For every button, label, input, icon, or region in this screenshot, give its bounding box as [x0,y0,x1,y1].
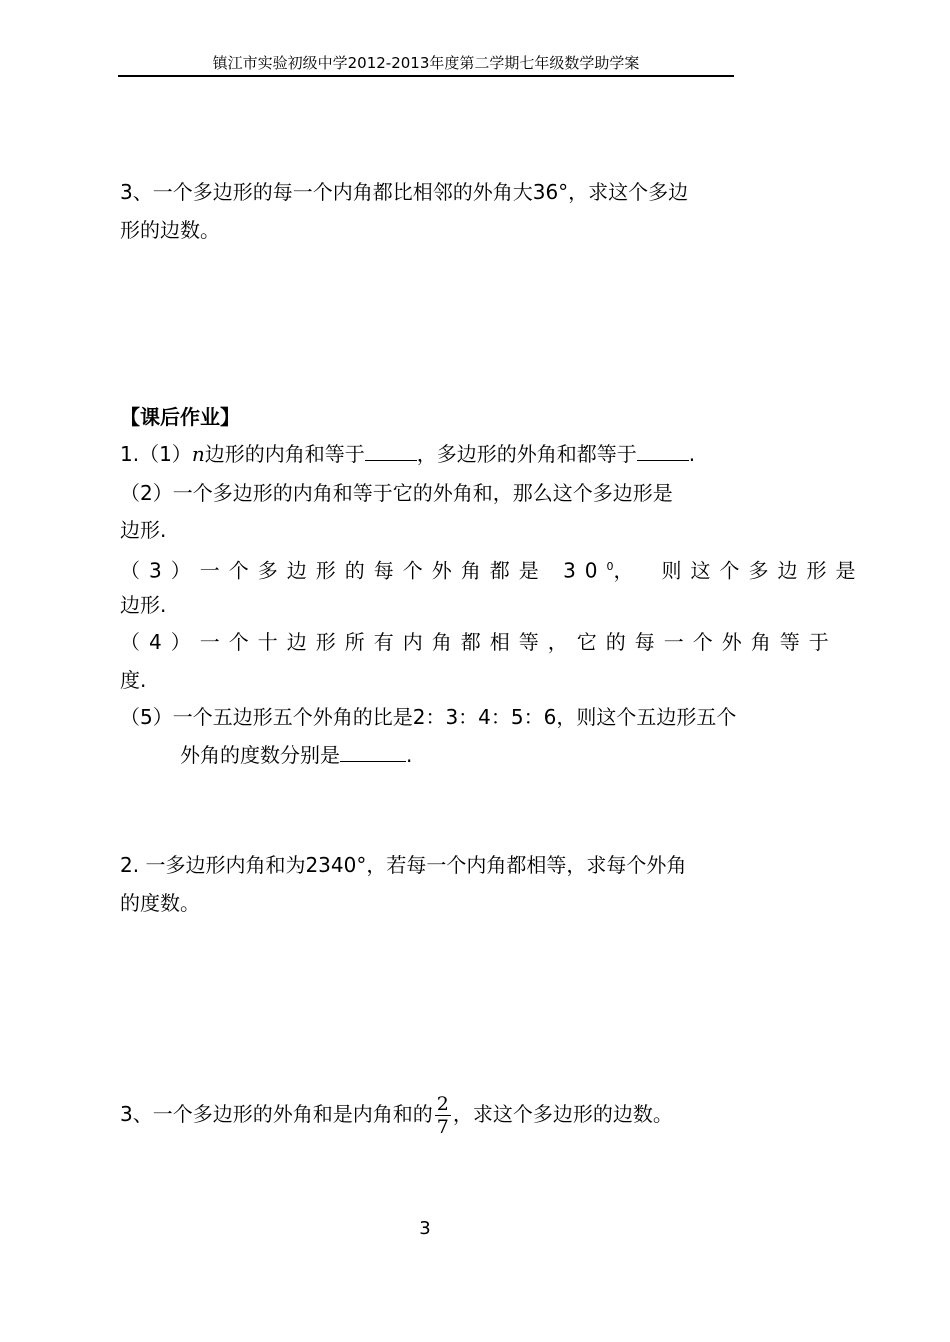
q1-3-degree-sup: 0 [606,560,614,573]
fraction-denominator: 7 [436,1116,449,1138]
homework-q1-2-line2: 边形. [120,518,167,542]
homework-q1-4-line1: （4）一个十边形所有内角都相等，它的每一个外角等于 [120,630,838,654]
q1-5-line2-text: 外角的度数分别是 [180,743,340,767]
q1-prefix: 1.（1） [120,442,192,466]
q1-3-part-b: ， 则这个多边形是 [613,558,865,583]
q3-part-a: 3、一个多边形的外角和是内角和的 [120,1102,433,1126]
homework-section-title: 【课后作业】 [120,405,240,429]
q1-variable-n: n [191,442,205,466]
answer-blank[interactable] [637,442,689,461]
homework-q1-4-line2: 度. [120,668,147,692]
fraction-two-sevenths [435,1093,451,1138]
q1-part-a: 边形的内角和等于 [204,442,365,466]
fraction-numerator: 2 [436,1093,449,1115]
homework-q1-3-line1 [120,553,865,585]
problem-3-top-line1: 3、一个多边形的每一个内角都比相邻的外角大36°，求这个多边 [120,180,689,204]
homework-q1-5-line1: （5）一个五边形五个外角的比是2：3：4：5：6，则这个五边形五个 [120,705,737,729]
answer-blank[interactable] [365,442,417,461]
q1-5-end: . [406,743,413,767]
problem-3-top-line2: 形的边数。 [120,218,220,242]
page-number: 3 [419,1218,431,1239]
answer-blank[interactable] [340,743,406,762]
homework-q2-line1: 2. 一多边形内角和为2340°，若每一个内角都相等，求每个外角 [120,853,687,877]
header-divider [118,75,734,77]
homework-q1-2-line1: （2）一个多边形的内角和等于它的外角和，那么这个多边形是 [120,481,673,505]
q1-end: . [688,442,696,466]
homework-q1-3-line2: 边形. [120,593,167,617]
homework-q2-line2: 的度数。 [120,891,200,915]
q3-part-b: ，求这个多边形的边数。 [452,1102,673,1126]
homework-q3 [120,1093,673,1138]
q1-part-b: ，多边形的外角和都等于 [416,442,637,466]
homework-q1-1 [120,440,695,468]
page-header-title: 镇江市实验初级中学2012-2013年度第二学期七年级数学助学案 [212,54,640,72]
q1-3-part-a: （3）一个多边形的每个外角都是 30 [120,558,607,583]
homework-q1-5-line2 [180,741,412,769]
